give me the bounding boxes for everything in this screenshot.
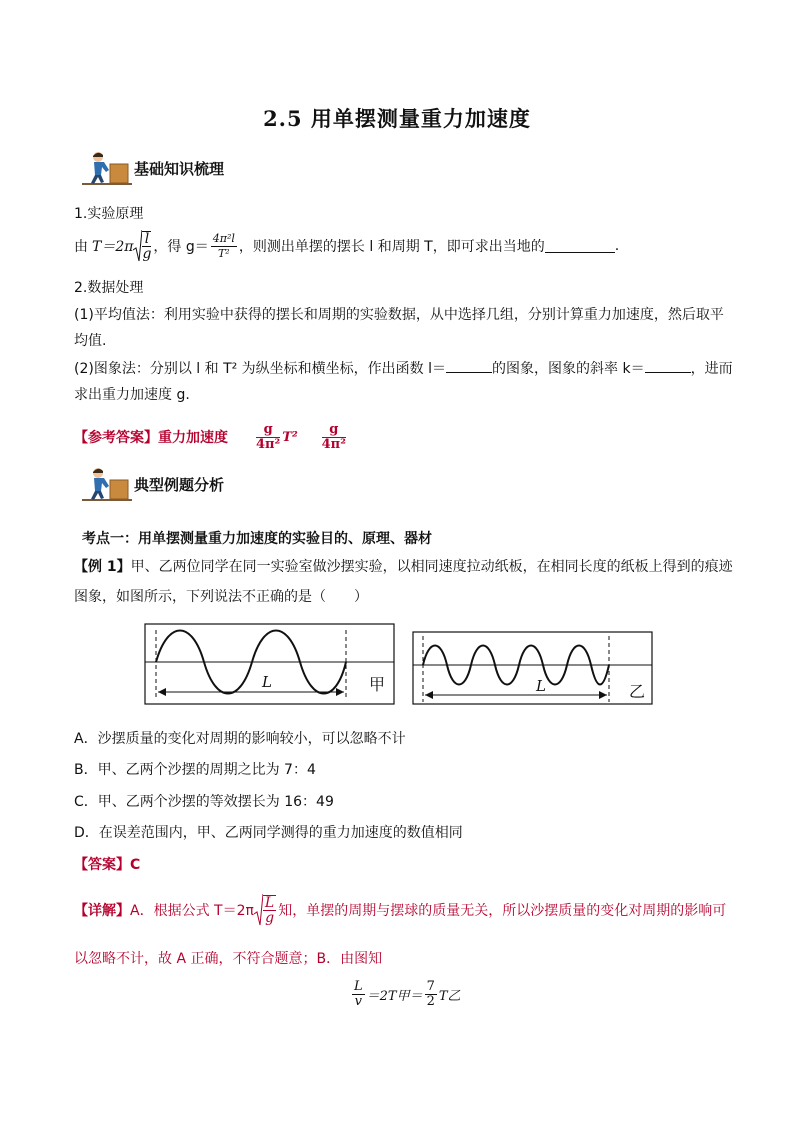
- label-yi: 乙: [629, 682, 646, 701]
- answer-value: C: [130, 857, 141, 873]
- graph-text-b: 的图象，图象的斜率 k＝: [492, 361, 645, 377]
- principle-label: 1.实验原理: [74, 206, 144, 222]
- data-processing-label: 2.数据处理: [74, 280, 144, 296]
- g-fraction: [211, 232, 237, 261]
- text-end: .: [614, 238, 620, 254]
- detail-line1: [74, 890, 726, 930]
- fraction-denominator: 4π²: [321, 436, 346, 452]
- answer-fraction-1-tail: T²: [282, 429, 298, 445]
- length-label-left: L: [262, 673, 272, 691]
- sand-pendulum-figure: [144, 622, 656, 708]
- text-suffix: ，则测出单摆的摆长 l 和周期 T，即可求出当地的: [238, 239, 545, 255]
- detail-line2: 以忽略不计，故 A 正确，不符合题意；B．由图知: [74, 951, 383, 967]
- detail-text-b: 知，单摆的周期与摆球的质量无关，所以沙摆质量的变化对周期的影响可: [278, 903, 727, 919]
- sqrt-denominator: g: [142, 246, 152, 262]
- length-label-right: L: [536, 677, 546, 695]
- sqrt-numerator: L: [264, 895, 275, 911]
- example-tag: 【例 1】: [74, 559, 131, 575]
- reference-answer-text: 重力加速度: [158, 430, 228, 446]
- page-title: 2.5 用单摆测量重力加速度: [263, 106, 531, 131]
- fraction-denominator: v: [354, 993, 362, 1009]
- sqrt-sign: [254, 894, 278, 926]
- eq-rhs-fraction: [425, 980, 437, 1009]
- answer-fraction-2: [322, 423, 346, 452]
- answer-blank-1[interactable]: [545, 240, 615, 253]
- panel-right-frame: [413, 632, 652, 704]
- eq-lhs-fraction: [352, 980, 365, 1009]
- eq-tail: T乙: [438, 988, 461, 1004]
- fraction-numerator: 7: [426, 978, 435, 994]
- fraction-numerator: g: [256, 423, 280, 438]
- answer-line: [74, 854, 140, 874]
- fraction-denominator: 2: [426, 993, 435, 1009]
- pushing-box-icon: [82, 150, 132, 186]
- fraction-denominator: 4π²: [256, 436, 281, 452]
- reference-answer: [74, 418, 348, 456]
- detail-tag: 【详解】: [74, 903, 130, 919]
- section-heading-examples: [82, 466, 282, 502]
- sqrt-numerator: l: [142, 232, 151, 247]
- text-prefix: 由: [74, 239, 88, 255]
- example-text-1: 甲、乙两位同学在同一实验室做沙摆实验，以相同速度拉动纸板，在相同长度的纸板上得到的痕迹: [130, 559, 733, 575]
- graph-text-a: (2)图象法：分别以 l 和 T² 为纵坐标和横坐标，作出函数 l＝: [74, 361, 447, 377]
- period-formula: T＝2π: [92, 239, 134, 255]
- label-jia: 甲: [369, 675, 386, 694]
- principle-formula-line: [74, 226, 619, 266]
- answer-tag: 【答案】: [74, 857, 130, 873]
- option-c[interactable]: C．甲、乙两个沙摆的等效摆长为 16：49: [74, 794, 334, 810]
- detail-text-a: A．根据公式 T＝2π: [130, 903, 254, 919]
- section-heading-label: 典型例题分析: [134, 476, 225, 494]
- detail-equation: [350, 974, 461, 1014]
- answer-blank-3[interactable]: [645, 360, 691, 373]
- average-method-line2: 均值.: [74, 333, 107, 349]
- section-heading-basics: [82, 150, 282, 186]
- sqrt-sign: [133, 230, 153, 262]
- fraction-numerator: L: [354, 978, 363, 994]
- eq-mid: ＝2T甲＝: [366, 988, 423, 1004]
- answer-blank-2[interactable]: [446, 360, 492, 373]
- answer-fraction-1: [256, 423, 280, 452]
- text-mid: ，得 g＝: [153, 239, 209, 255]
- topic-heading: 考点一：用单摆测量重力加速度的实验目的、原理、器材: [82, 531, 432, 547]
- graph-method-line1: [74, 358, 733, 378]
- option-b[interactable]: B．甲、乙两个沙摆的周期之比为 7：4: [74, 762, 316, 778]
- average-method-line1: (1)平均值法：利用实验中获得的摆长和周期的实验数据，从中选择几组，分别计算重力加速度，然后取平: [74, 307, 724, 323]
- fraction-numerator: 4π²l: [212, 231, 235, 245]
- example-line1: [74, 556, 733, 576]
- option-a[interactable]: A．沙摆质量的变化对周期的影响较小，可以忽略不计: [74, 731, 406, 747]
- graph-text-c: ，进而: [690, 361, 733, 377]
- example-line2: 图象，如图所示，下列说法不正确的是（ ）: [74, 589, 368, 605]
- fraction-denominator: T²: [217, 246, 230, 260]
- sqrt-denominator: g: [265, 910, 275, 926]
- option-d[interactable]: D．在误差范围内，甲、乙两同学测得的重力加速度的数值相同: [74, 825, 463, 841]
- pushing-box-icon: [82, 466, 132, 502]
- section-heading-label: 基础知识梳理: [134, 160, 225, 178]
- reference-answer-tag: 【参考答案】: [74, 430, 158, 446]
- fraction-numerator: g: [322, 423, 346, 438]
- graph-method-line2: 求出重力加速度 g.: [74, 387, 190, 403]
